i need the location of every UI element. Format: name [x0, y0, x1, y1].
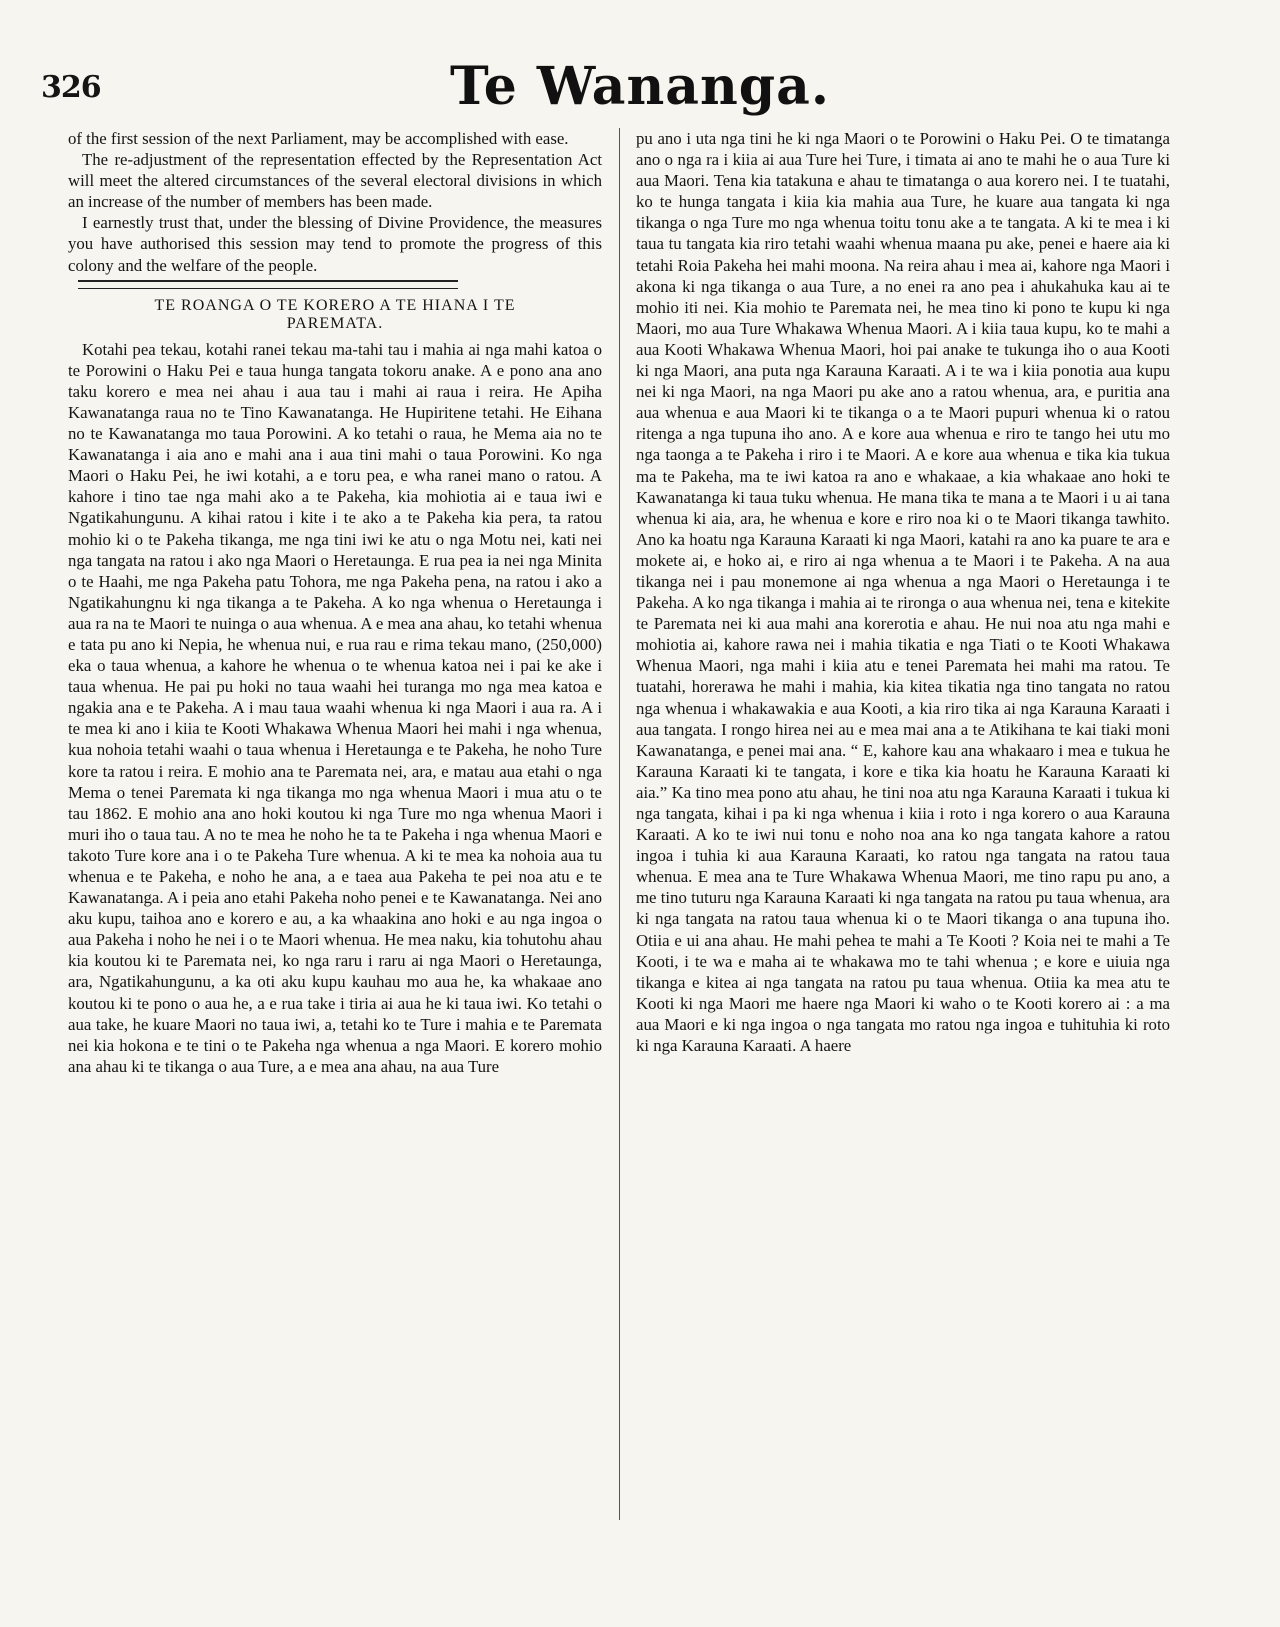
article-body-right: pu ano i uta nga tini he ki nga Maori o te Porowini o Haku Pei. O te timatanga ano o nga ra i kiia ai aua Ture hei Ture, i timata ai ano te mahi he o aua Ture ki aua Maori. Tena kia tatakuna e ahau te timatanga o aua korero nei. I te tuatahi, ko te hunga tangata i kiia kia mahia aua Ture, he kuare aua tangata ki nga tikanga o nga Ture mo nga whenua toitu tonu ake a te tangata. A ki te mea i ki taua tu tangata kia riro tetahi waahi whenua maana pu ake, penei e haere aia ki tetahi Roia Pakeha hei mahi moona. Na reira ahau i mea ai, kahore nga Maori i akona ki nga tikanga o aua Ture, a no enei ra ano pea i ahukahuka kau ai te mohio iti nei. Kia mohio te Paremata nei, he mea tino ki pono te kupu ki nga Maori, mo aua Ture Whakawa Whenua Maori. A i kiia taua kupu, ko te mahi a aua Kooti Whakawa Whenua Maori, hoi pai anake te tukunga iho o aua Kooti ki nga Maori, ana puta nga Karauna Karaati. A i te wa i kiia ponotia aua kupu nei ki nga Maori, na nga Maori pu ake ano a ratou whenua, ara, e puritia ana aua whenua e aua Maori ki te tikanga o a te Maori pupuri whenua ki o ratou ritenga a nga tupuna iho ano. A e kore aua whenua e riro te tango hei utu mo nga taonga a te Pakeha i riro i te Maori. A e kore aua whenua e tika kia tukua ma te Pakeha, ma te iwi katoa ra ano e whakaae, a kia whakaae ano hoki te Kawanatanga ki taua tuku whenua. He mana tika te mana a te Maori i u ai tana whenua ki aia, ara, he whenua e kore e riro noa ki o te Maori tikanga tawhito. Ano ka hoatu nga Karauna Karaati ki nga Maori, katahi ra ano ka puare te ara e mokete ai, e hoko ai, e riro ai nga whenua a te Maori i te Pakeha. A na aua tikanga nei i pau monemone ai nga whenua a nga Maori o Heretaunga i te Pakeha. A ko nga tikanga i mahia ai te rironga o aua whenua nei, tena e kitekite te Paremata nei ki aua mahi ana korerotia e ahau. He nui noa atu nga mahi e mohiotia ai, kahore rawa nei i mahia tikatia e nga Tiati o te Kooti Whakawa Whenua Maori, nga mahi i kiia atu e tenei Paremata hei mahi ma ratou. Te tuatahi, horerawa he mahi i mahia, kia kitea tikatia nga tino tangata no ratou nga whenua i whakawakia e aua Kooti, a kia riro tika ai nga Karauna Karaati i aua tangata. I rongo hirea nei au e mea mai ana a te Atikihana te kai tiaki moni Kawanatanga, e penei mai ana. “ E, kahore kau ana whakaaro i mea e tukua he Karauna Karaati ki te tangata, i kore e tika kia hoatu he Karauna Karaati ki aia.” Ka tino mea pono atu ahau, he tini noa atu nga Karauna Karaati i tukua ki nga tangata, kihai i pa ki nga whenua i kiia i roto i nga korero o aua Karauna Karaati. A ko te iwi nui tonu e noho noa ana ko nga tangata kahore a ratou ingoa i tuhia ki aua Karauna Karaati, ko ratou nga tangata na ratou taua whenua. E mea ana te Ture Whakawa Whenua Maori, me tino rapu pu ano, a me tino tuturu nga Karauna Karaati ki nga tangata na ratou pu taua whenua, ara ki nga tangata na ratou taua whenua ki o te Maori tikanga o ana tupuna iho. Otiia e ui ana ahau. He mahi pehea te mahi a Te Kooti ? Koia nei te mahi a Te Kooti, i te wa e maha ai te whakawa mo te tahi whenua ; e kore e uiuia nga tikanga e kitea ai nga tangata na ratou pu taua whenua. Otiia ka mea atu te Kooti ki nga Maori me haere nga Maori ki waho o te Kooti korero ai : a ma aua Maori e ki nga ingoa o nga tangata mo ratou nga ingoa e tuhituhia ki roto ki nga Karauna Karaati. A haere: [636, 129, 1170, 1056]
paragraph-intro-1: of the first session of the next Parliament, may be accomplished with ease.: [68, 129, 569, 148]
section-heading-line-2: PAREMATA.: [286, 314, 384, 332]
masthead: [0, 48, 1280, 118]
section-heading: [68, 297, 602, 333]
column-divider: [619, 128, 620, 1520]
left-column: [68, 128, 602, 1077]
article-body-left: Kotahi pea tekau, kotahi ranei tekau ma-tahi tau i mahia ai nga mahi katoa o te Porowini o Haku Pei e taua hunga tangata tokoru anake. A e pono ana ano taku korero e mea nei ahau i aua tau i mahi ai raua i reira. He Apiha Kawanatanga raua no te Tino Kawanatanga. He Hupiritene tetahi. He Eihana no te Kawanatanga mo taua Porowini. A ko tetahi o raua, he Mema aia no te Kawanatanga i aia ano e mahi ana i aua tini mahi o taua Porowini. Ko nga Maori o Haku Pei, he iwi kotahi, a e toru pea, e wha ranei mano o ratou. A kahore i tino tae nga mahi ako a te Pakeha, kia mohiotia ai e taua iwi e Ngatikahungunu. A kihai ratou i kite i te ako a te Pakeha kia pera, ta ratou mohio ki o te Pakeha tikanga, me nga tini iwi ke atu o nga Motu nei, kati nei nga tangata na ratou i ako nga Maori o Heretaunga. E rua pea ia nei nga Minita o te Haahi, me nga Pakeha patu Tohora, me nga Pakeha pena, na ratou i ako a Ngatikahungnu ki nga tikanga a te Pakeha. A ko nga whenua o Heretaunga i aua ra na te Maori te nuinga o aua whenua. A e mea ana ahau, ko tetahi whenua e tata pu ano ki Nepia, he whenua nui, e rua rau e rima tekau mano, (250,000) eka o taua whenua, a kahore he whenua o te whenua katoa nei i pai ke ake i taua whenua. He pai pu hoki no taua waahi hei turanga mo nga mea katoa e ngakia ana e te Pakeha. A i mau taua waahi whenua ki nga Maori i aua ra. A i te mea ki ano i kiia te Kooti Whakawa Whenua Maori hei mahi i nga whenua, kua nohoia tetahi waahi o taua whenua i Heretaunga e te Pakeha, he noho Ture kore ta ratou i reira. E mohio ana te Paremata nei, ara, e matau aua etahi o nga Mema o tenei Paremata ki nga tikanga mo nga whenua Maori i mua atu o te tau 1862. E mohio ana ano hoki koutou ki nga Ture mo nga whenua Maori i muri iho o taua tau. A no te mea he noho he ta te Pakeha i nga whenua Maori e takoto Ture kore ana i o te Pakeha Ture whenua. A ki te mea ka nohoia aua tu whenua e te Pakeha, e noho he ana, a e taea aua Pakeha te pei noa atu e te Kawanatanga. A i peia ano etahi Pakeha noho penei e te Kawanatanga. Nei ano aku kupu, taihoa ano e korero e au, a ka whaakina ano hoki e au nga ingoa o aua Pakeha i noho he nei i o te Maori whenua. He mea naku, kia tohutohu ahau kia koutou ki te Paremata nei, ko nga raru i raru ai nga Maori o Heretaunga, ara, Ngatikahungunu, a ka oti aku kupu kauhau mo aua he, ka whakaae ano koutou ki te pono o aua he, a e rua take i tiria ai aua he ki taua iwi. Ko tetahi o aua take, he kuare Maori no taua iwi, a, tetahi ko te Ture i mahia e te Paremata nei kia hokona e te tini o te Pakeha nga whenua a nga Maori. E korero mohio ana ahau ki te tikanga o aua Ture, a e mea ana ahau, na aua Ture: [68, 339, 602, 1076]
page-number: 326: [41, 70, 101, 105]
paragraph-intro-3: I earnestly trust that, under the blessing of Divine Providence, the measures you have authorised this session may tend to promote the progress of this colony and the welfare of the people.: [68, 213, 602, 275]
paragraph-intro-2: The re-adjustment of the representation effected by the Representation Act will meet the altered circumstances of the several electoral divisions in which an increase of the number of members has been made.: [68, 150, 602, 212]
newspaper-title: Te Wananga.: [450, 56, 830, 117]
section-heading-line-1: TE ROANGA O TE KORERO A TE HIANA I TE: [154, 296, 516, 314]
section-separator: [78, 280, 458, 289]
right-column: [636, 128, 1170, 1056]
